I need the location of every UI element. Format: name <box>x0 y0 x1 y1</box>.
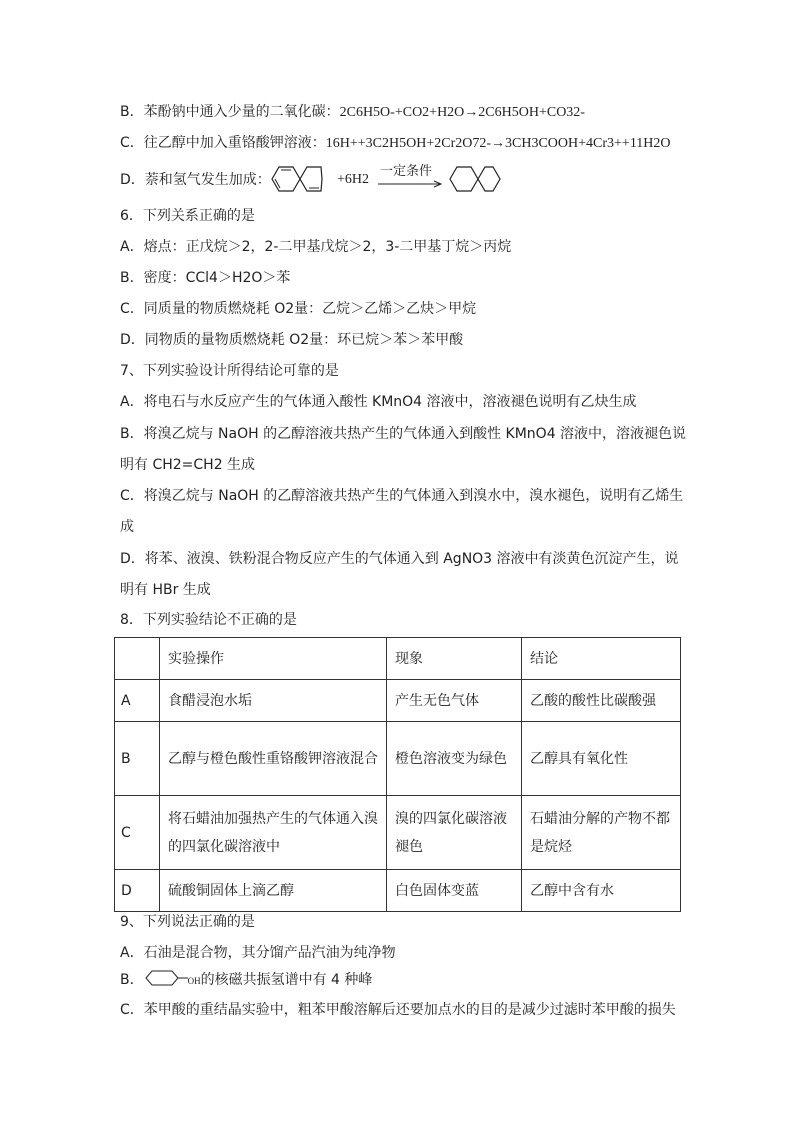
q7-option-b-line2: 明有 CH2=CH2 生成 <box>120 457 256 473</box>
q9-option-c: C．苯甲酸的重结晶实验中，粗苯甲酸溶解后还要加点水的目的是减少过滤时苯甲酸的损失 <box>120 1002 676 1018</box>
q5-c-equation: 16H++3C2H5OH+2Cr2O72-→3CH3COOH+4Cr3++11H2O <box>325 136 671 151</box>
table-header-cell: 实验操作 <box>160 638 387 680</box>
q9-stem: 9、下列说法正确的是 <box>120 914 255 930</box>
table-header-row <box>115 638 681 680</box>
q5-option-d <box>120 170 271 190</box>
q5-d-text: D．萘和氢气发生加成： <box>120 172 271 188</box>
q9-b-oh: OH <box>187 976 201 986</box>
reaction-arrow-icon <box>378 180 444 188</box>
table-cell: 乙醇具有氧化性 <box>522 722 681 796</box>
q6-stem: 6．下列关系正确的是 <box>120 208 255 224</box>
q5-option-b <box>120 102 585 123</box>
table-cell: 溴的四氯化碳溶液褪色 <box>387 796 522 870</box>
table-cell: 产生无色气体 <box>387 680 522 722</box>
table-cell: 将石蜡油加强热产生的气体通入溴的四氯化碳溶液中 <box>160 796 387 870</box>
table-cell: 乙酸的酸性比碳酸强 <box>522 680 681 722</box>
table-cell: C <box>115 796 160 870</box>
q7-option-d-line2: 明有 HBr 生成 <box>120 582 211 598</box>
q5-option-c <box>120 133 671 154</box>
q6-option-d: D．同物质的量物质燃烧耗 O2量：环已烷＞苯＞苯甲酸 <box>120 332 464 348</box>
q5-b-text: B．苯酚钠中通入少量的二氧化碳： <box>120 104 340 120</box>
table-row <box>115 680 681 722</box>
q8-stem: 8．下列实验结论不正确的是 <box>120 612 297 628</box>
table-header-cell: 现象 <box>387 638 522 680</box>
q7-option-c-line2: 成 <box>120 519 134 535</box>
table-cell: B <box>115 722 160 796</box>
table-cell: 石蜡油分解的产物不都是烷烃 <box>522 796 681 870</box>
q5-d-condition: 一定条件 <box>380 164 433 179</box>
q7-option-c-line1: C．将溴乙烷与 NaOH 的乙醇溶液共热产生的气体通入到溴水中，溴水褪色，说明有乙烯生 <box>120 488 684 504</box>
q8-experiment-table <box>114 637 681 912</box>
table-row <box>115 796 681 870</box>
q6-option-b: B．密度：CCl4＞H2O＞苯 <box>120 270 291 286</box>
q5-c-text: C．往乙醇中加入重铬酸钾溶液： <box>120 135 326 151</box>
table-cell: A <box>115 680 160 722</box>
table-cell: 乙醇中含有水 <box>522 870 681 912</box>
table-header-cell <box>115 638 160 680</box>
table-cell: 白色固体变蓝 <box>387 870 522 912</box>
q7-stem: 7、下列实验设计所得结论可靠的是 <box>120 363 339 379</box>
q9-b-label: B． <box>120 972 144 988</box>
q5-d-reagent: +6H2 <box>337 172 370 187</box>
q6-option-c: C．同质量的物质燃烧耗 O2量：乙烷＞乙烯＞乙炔＞甲烷 <box>120 301 477 317</box>
table-row <box>115 722 681 796</box>
q7-option-b-line1: B．将溴乙烷与 NaOH 的乙醇溶液共热产生的气体通入到酸性 KMnO4 溶液中，溶液褪色说 <box>120 426 687 442</box>
q7-option-a: A．将电石与水反应产生的气体通入酸性 KMnO4 溶液中，溶液褪色说明有乙炔生成 <box>120 394 637 410</box>
table-cell: 乙醇与橙色酸性重铬酸钾溶液混合 <box>160 722 387 796</box>
q6-option-a: A．熔点：正戊烷＞2，2-二甲基戊烷＞2，3-二甲基丁烷＞丙烷 <box>120 239 512 255</box>
q9-b-text: 的核磁共振氢谱中有 4 种峰 <box>200 972 373 988</box>
table-cell: 食醋浸泡水垢 <box>160 680 387 722</box>
table-row <box>115 870 681 912</box>
q9-option-a: A．石油是混合物，其分馏产品汽油为纯净物 <box>120 945 396 961</box>
table-cell: 硫酸铜固体上滴乙醇 <box>160 870 387 912</box>
q7-option-d-line1: D．将苯、液溴、铁粉混合物反应产生的气体通入到 AgNO3 溶液中有淡黄色沉淀产生，说 <box>120 551 679 567</box>
table-cell: D <box>115 870 160 912</box>
q9-option-b <box>120 969 372 991</box>
table-header-cell: 结论 <box>522 638 681 680</box>
cyclohexanol-structure-icon <box>144 969 188 987</box>
decalin-structure-icon <box>446 163 502 195</box>
naphthalene-structure-icon <box>268 163 324 195</box>
q5-b-equation: 2C6H5O-+CO2+H2O→2C6H5OH+CO32- <box>339 105 585 120</box>
table-cell: 橙色溶液变为绿色 <box>387 722 522 796</box>
